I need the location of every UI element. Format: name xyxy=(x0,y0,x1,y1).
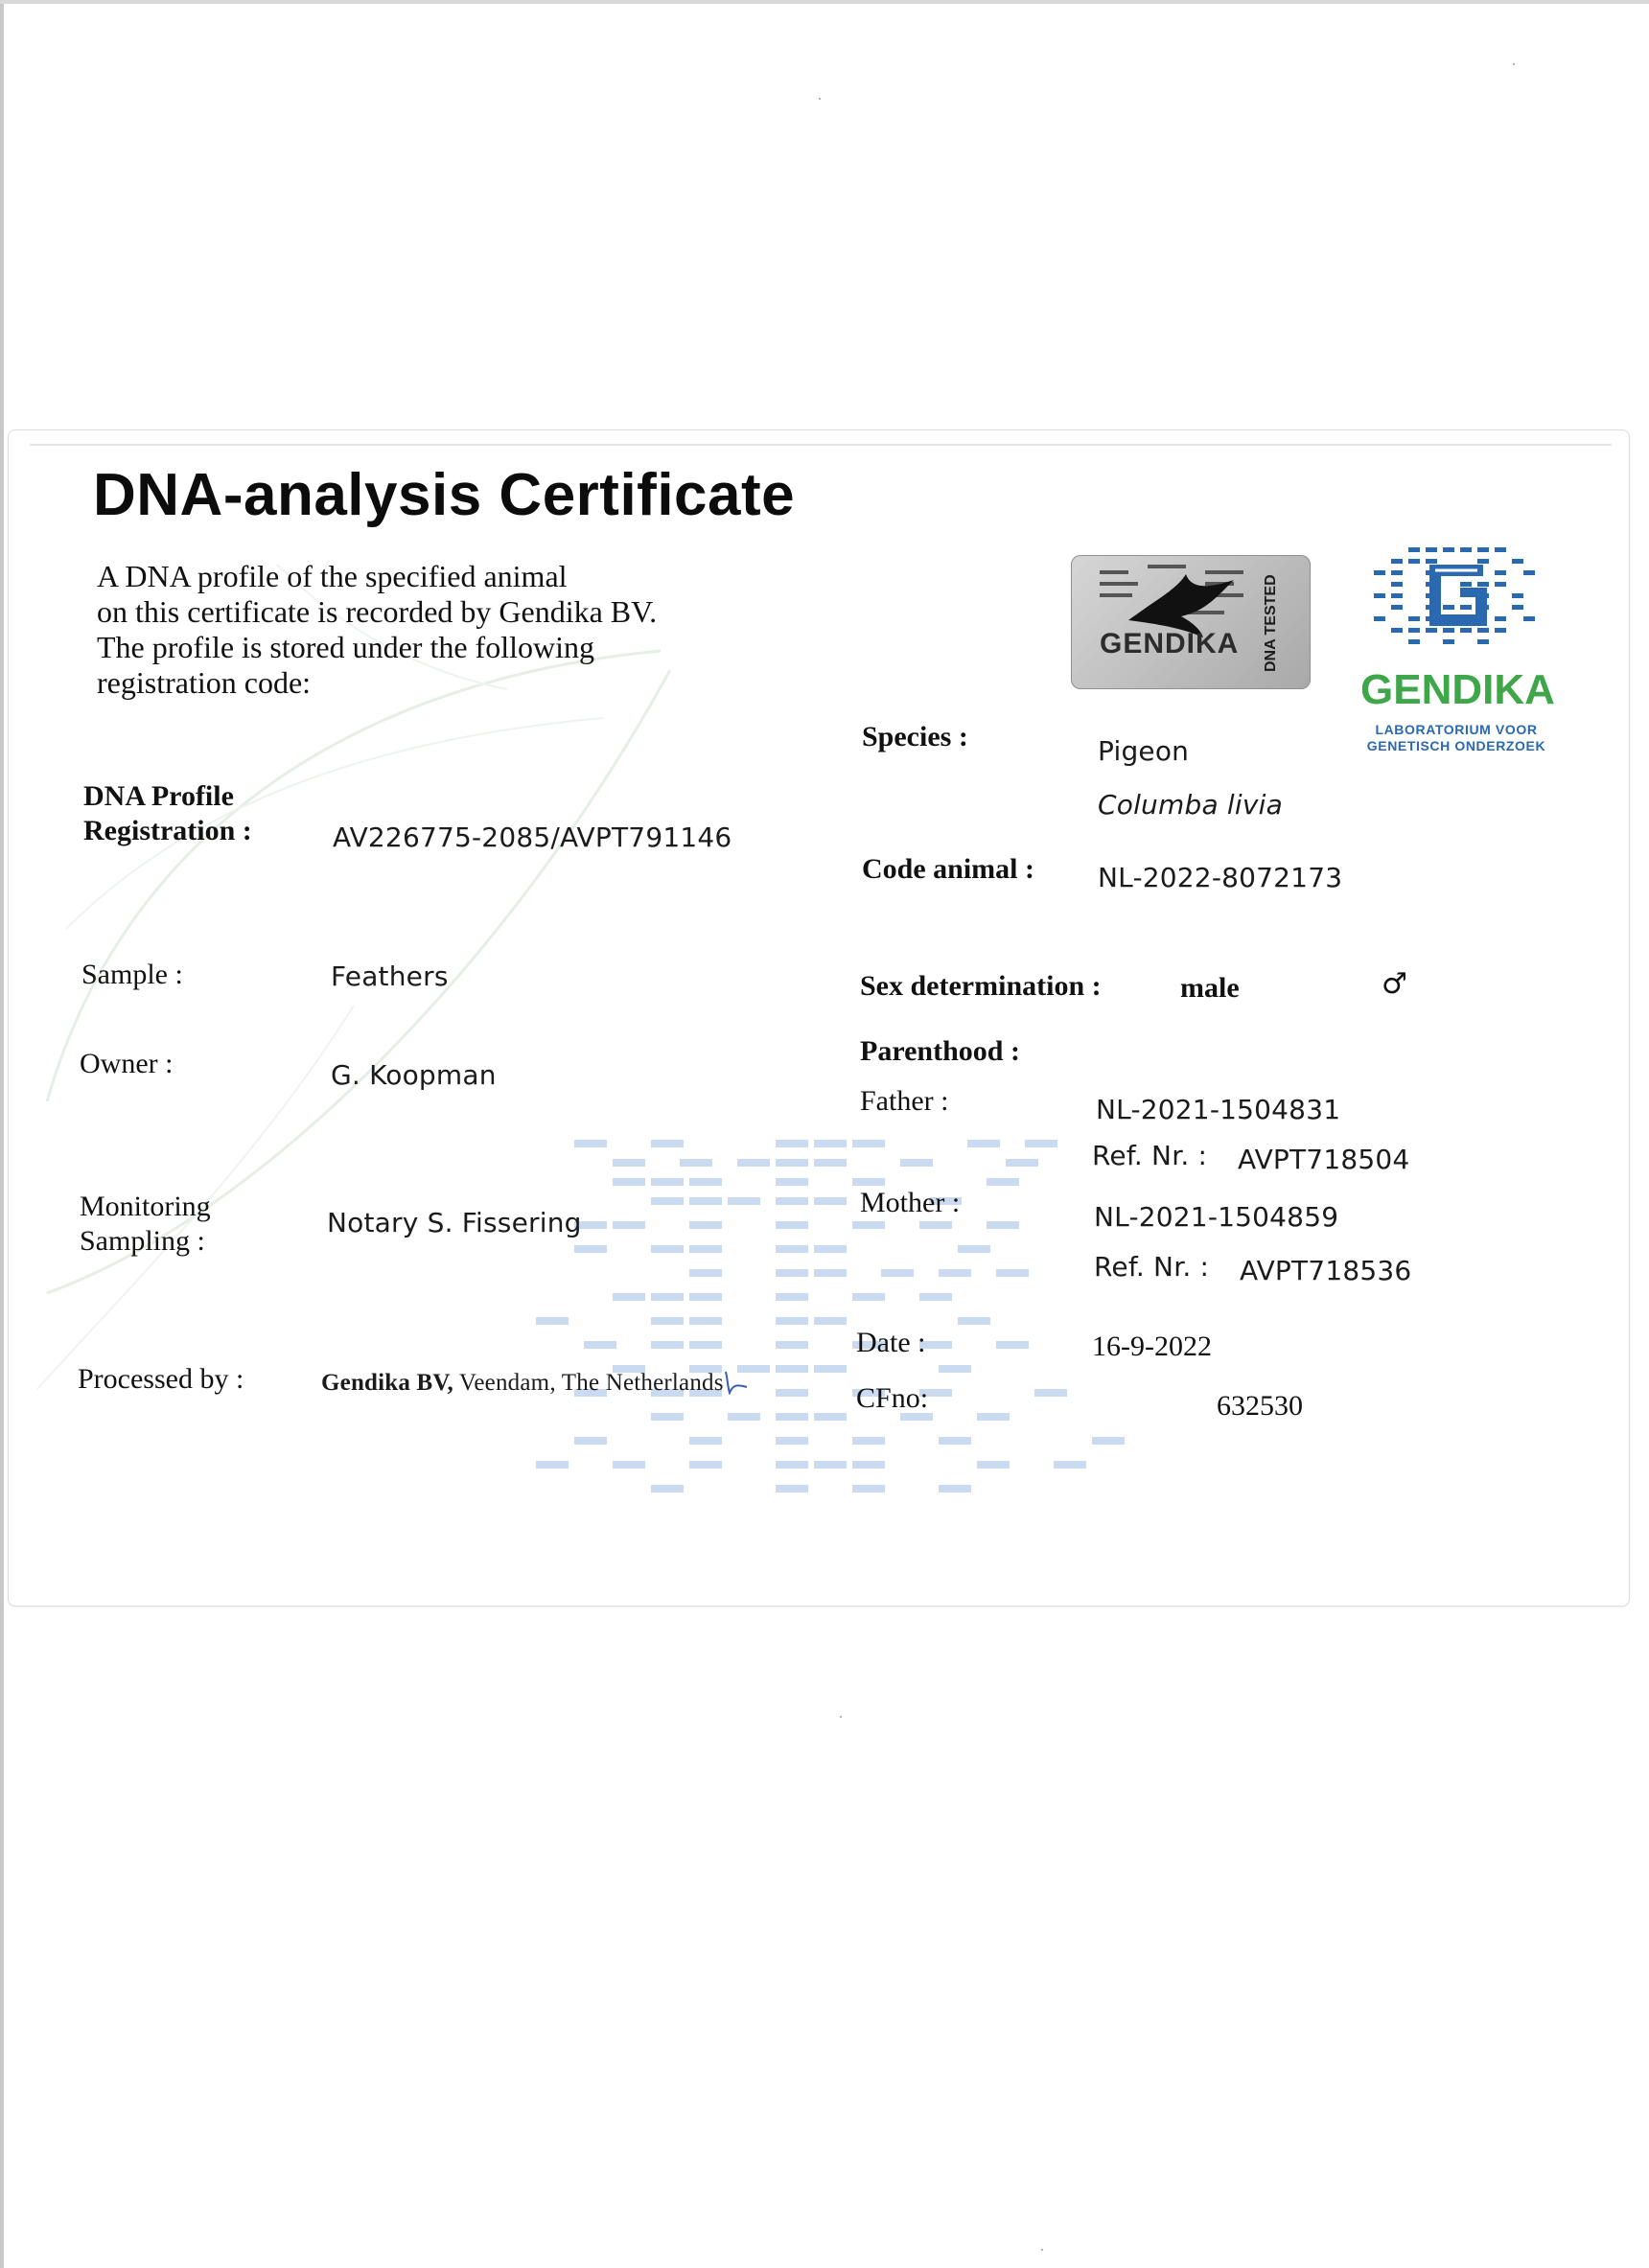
father-ref-label: Ref. Nr. : xyxy=(1092,1140,1208,1171)
date-value: 16-9-2022 xyxy=(1092,1331,1212,1362)
intro-line: registration code: xyxy=(97,665,312,700)
dna-bands-watermark-icon xyxy=(536,1140,1130,1494)
logo-subtitle xyxy=(1360,722,1552,754)
dna-tested-badge xyxy=(1071,555,1311,689)
intro-text xyxy=(97,559,657,701)
logo-subtitle-line: GENETISCH ONDERZOEK xyxy=(1366,738,1546,753)
mother-ref-value: AVPT718536 xyxy=(1240,1255,1412,1286)
scan-speck xyxy=(840,1716,842,1718)
scan-speck xyxy=(1041,2249,1043,2251)
intro-line: A DNA profile of the specified animal xyxy=(97,559,568,593)
date-label: Date : xyxy=(856,1327,926,1358)
processed-company: Gendika BV, xyxy=(321,1370,453,1396)
owner-label: Owner : xyxy=(80,1048,174,1079)
code-animal-label: Code animal : xyxy=(862,853,1034,885)
sample-label: Sample : xyxy=(81,959,183,990)
monitoring-value: Notary S. Fissering xyxy=(327,1207,582,1238)
male-symbol-icon: ♂ xyxy=(1382,967,1407,1001)
monitoring-label-line: Sampling : xyxy=(80,1225,205,1257)
gendika-logo-mark-icon xyxy=(1370,544,1543,659)
mother-ref-label: Ref. Nr. : xyxy=(1094,1251,1210,1283)
cfno-value: 632530 xyxy=(1217,1390,1303,1422)
scan-edge-top xyxy=(0,0,1649,4)
monitoring-label-line: Monitoring xyxy=(80,1191,211,1222)
registration-label-line: Registration : xyxy=(83,815,252,846)
cfno-label: CFno: xyxy=(856,1382,929,1414)
logo-word: GENDIKA xyxy=(1360,666,1555,713)
registration-label-line: DNA Profile xyxy=(83,780,234,812)
mother-value: NL-2021-1504859 xyxy=(1094,1201,1339,1233)
sex-label: Sex determination : xyxy=(860,970,1102,1002)
logo-subtitle-line: LABORATORIUM VOOR xyxy=(1375,722,1538,737)
species-label: Species : xyxy=(862,721,968,752)
owner-value: G. Koopman xyxy=(331,1059,497,1091)
scan-speck xyxy=(819,98,821,100)
code-animal-value: NL-2022-8072173 xyxy=(1098,862,1343,893)
scan-speck xyxy=(1513,63,1515,65)
father-value: NL-2021-1504831 xyxy=(1096,1094,1341,1125)
processed-value xyxy=(321,1370,724,1397)
pigeon-icon xyxy=(1090,561,1263,637)
sample-value: Feathers xyxy=(331,960,449,992)
father-label: Father : xyxy=(860,1085,949,1117)
signature-mark-icon xyxy=(724,1370,749,1395)
species-latin-value: Columba livia xyxy=(1098,789,1283,821)
parenthood-label: Parenthood : xyxy=(860,1035,1020,1067)
certificate-card xyxy=(8,429,1630,1607)
registration-label xyxy=(83,779,252,848)
gendika-logo xyxy=(1360,544,1555,774)
certificate-title: DNA-analysis Certificate xyxy=(93,462,796,528)
father-ref-value: AVPT718504 xyxy=(1238,1144,1410,1175)
mother-label: Mother : xyxy=(860,1187,961,1218)
badge-brand: GENDIKA xyxy=(1100,628,1240,660)
registration-value: AV226775-2085/AVPT791146 xyxy=(333,822,732,853)
monitoring-label xyxy=(80,1190,211,1259)
species-common-value: Pigeon xyxy=(1098,735,1190,767)
badge-tag: DNA TESTED xyxy=(1263,574,1279,672)
intro-line: The profile is stored under the following xyxy=(97,630,594,664)
scan-edge-left xyxy=(0,0,4,2268)
processed-label: Processed by : xyxy=(78,1363,244,1395)
sex-value: male xyxy=(1180,972,1240,1004)
intro-line: on this certificate is recorded by Gendika BV. xyxy=(97,594,658,629)
processed-location: Veendam, The Netherlands xyxy=(453,1370,724,1396)
